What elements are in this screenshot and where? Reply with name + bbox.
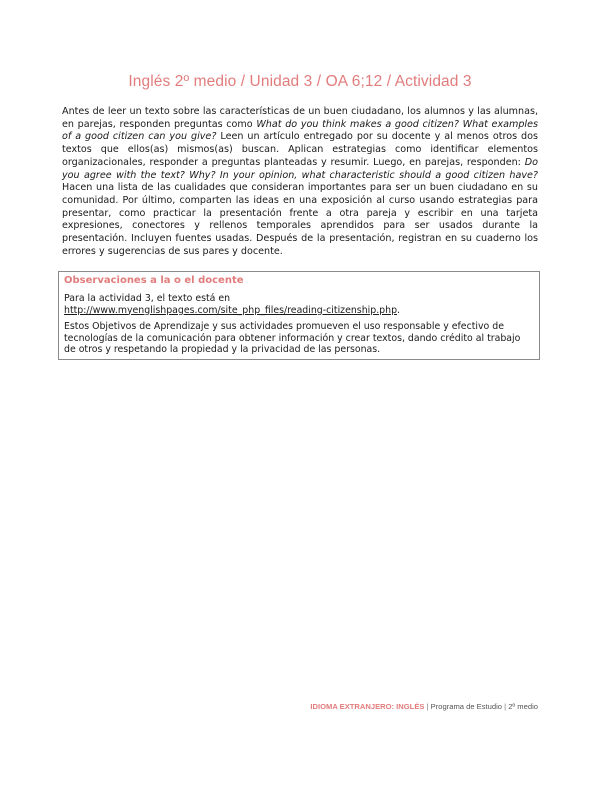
- activity-question-2: Do you agree with the text? Why? In your opinion, what characteristic should a good citizen have?: [62, 156, 538, 181]
- page-title: Inglés 2º medio / Unidad 3 / OA 6;12 / Actividad 3: [128, 73, 472, 90]
- activity-description: [62, 106, 538, 258]
- observations-paragraph-1: [64, 293, 534, 316]
- observations-box: [58, 271, 540, 360]
- reading-link[interactable]: http://www.myenglishpages.com/site_php_files/reading-citizenship.php: [64, 304, 398, 316]
- observations-text-prefix: Para la actividad 3, el texto está en: [64, 293, 231, 304]
- observations-title: Observaciones a la o el docente: [64, 275, 244, 286]
- footer-separator: |: [502, 702, 509, 711]
- activity-text-3: Hacen una lista de las cualidades que consideran importantes para ser un buen ciudadano en su comunidad. Por último, comparten las ideas en una exposición al curso usando estrategias para presentar, como practicar la presentación frente a otra pareja y escribir en una tarjeta expresiones, conectores y rellenos temporales aprendidos para ser usados durante la presentación. Incluyen fuentes usadas. Después de la presentación, registran en su cuaderno los errores y sugerencias de sus pares y docente.: [62, 182, 538, 257]
- observations-paragraph-2: Estos Objetivos de Aprendizaje y sus actividades promueven el uso responsable y efectivo de tecnologías de la comunicación para obtener información y crear textos, dando crédito al trabajo de otros y respetando la propiedad y la privacidad de las personas.: [64, 321, 521, 355]
- activity-text-2: Leen un artículo entregado por su docente y al menos otros dos textos que ellos(as) mismos(as) buscan. Aplican estrategias como identificar elementos organizacionales, responder a preguntas planteadas y resumir. Luego, en parejas, responden:: [62, 131, 538, 168]
- footer-separator: |: [424, 702, 431, 711]
- activity-text-1: Antes de leer un texto sobre las características de un buen ciudadano, los alumnos y las alumnas, en parejas, responden preguntas como: [62, 106, 538, 130]
- footer-grade: 2º medio: [508, 702, 538, 711]
- activity-question-1: What do you think makes a good citizen? What examples of a good citizen can you give?: [62, 118, 538, 143]
- footer-subject: IDIOMA EXTRANJERO: INGLÉS: [310, 702, 425, 711]
- footer-program: Programa de Estudio: [430, 702, 502, 711]
- observations-text-suffix: .: [397, 304, 401, 316]
- page-footer: [310, 702, 538, 711]
